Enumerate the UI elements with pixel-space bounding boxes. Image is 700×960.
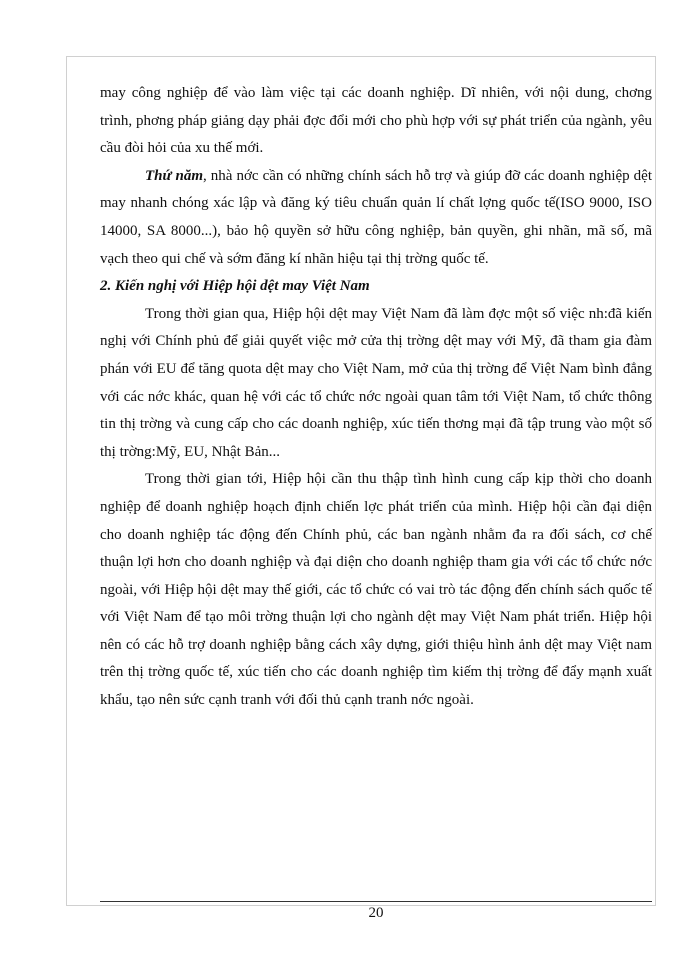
- paragraph-2-lead: Thứ năm: [145, 167, 204, 184]
- document-body: [100, 80, 652, 715]
- section-heading: 2. Kiến nghị với Hiệp hội dệt may Việt Nam: [100, 278, 370, 295]
- paragraph-4: Trong thời gian tới, Hiệp hội cần thu thập tình hình cung cấp kịp thời cho doanh nghiệp để doanh nghiệp hoạch định chiến lợc phát triển của mình. Hiệp hội cần đại diện cho doanh nghiệp tác động đến Chính phủ, các ban ngành nhằm đa ra đối sách, cơ chế thuận lợi hơn cho doanh nghiệp và đại diện cho doanh nghiệp tham gia với các tổ chức nớc ngoài, với Hiệp hội dệt may thế giới, các tổ chức có vai trò tác động đến chính sách quốc tế với Việt Nam để tạo môi trờng thuận lợi cho ngành dệt may Việt Nam phát triển. Hiệp hội nên có các hỗ trợ doanh nghiệp bằng cách xây dựng, giới thiệu hình ảnh dệt may Việt nam trên thị trờng quốc tế, xúc tiến cho các doanh nghiệp tìm kiếm thị trờng để đẩy mạnh xuất khẩu, tạo nên sức cạnh tranh với đối thủ cạnh tranh nớc ngoài.: [100, 471, 652, 709]
- paragraph-1: may công nghiệp để vào làm việc tại các doanh nghiệp. Dĩ nhiên, với nội dung, chơng trình, phơng pháp giảng dạy phải đợc đổi mới cho phù hợp với sự phát triển của ngành, yêu cầu đòi hỏi của xu thế mới.: [100, 85, 652, 157]
- paragraph-2-text: , nhà nớc cần có những chính sách hỗ trợ và giúp đỡ các doanh nghiệp dệt may nhanh chóng xác lập và đăng ký tiêu chuẩn quản lí chất lợng quốc tế(ISO 9000, ISO 14000, SA 8000...), bảo hộ quyền sở hữu công nghiệp, bản quyền, ghi nhãn, mã số, mã vạch theo qui chế và sớm đăng kí nhãn hiệu tại thị trờng quốc tế.: [100, 167, 652, 267]
- footer-divider: [100, 901, 652, 902]
- paragraph-3: Trong thời gian qua, Hiệp hội dệt may Việt Nam đã làm đợc một số việc nh:đã kiến nghị với Chính phủ để giải quyết việc mở cửa thị trờng dệt may với Mỹ, đã tham gia đàm phán với EU để tăng quota dệt may cho Việt Nam, mở của thị trờng để Việt Nam bình đẳng với các nớc khác, quan hệ với các tổ chức nớc ngoài quan tâm tới Việt Nam, tổ chức thông tin thị trờng và cung cấp cho các doanh nghiệp, xúc tiến thơng mại đã tập trung vào một số thị trờng:Mỹ, EU, Nhật Bản...: [100, 305, 652, 460]
- paragraph-2: [100, 163, 652, 273]
- page-number: 20: [368, 905, 384, 921]
